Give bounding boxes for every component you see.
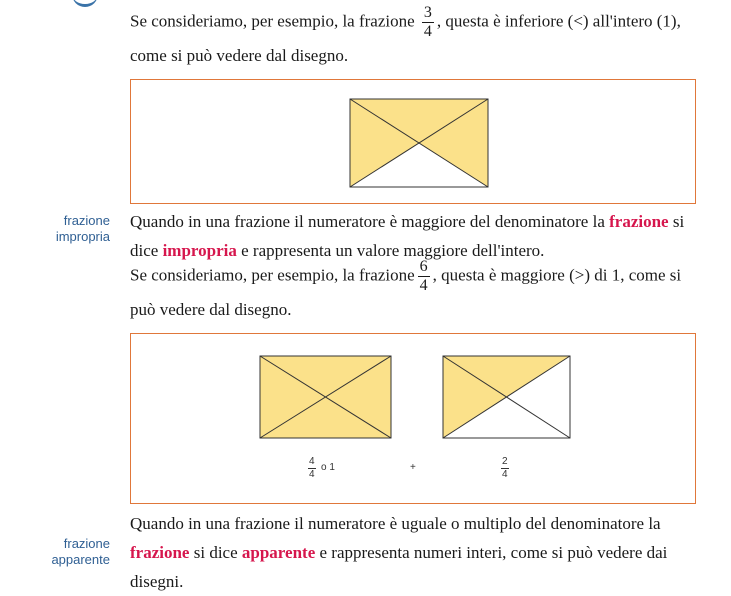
highlight-impropria: impropria <box>162 241 237 260</box>
rectangle-half <box>442 355 571 439</box>
figure-box-proper <box>130 79 696 204</box>
rectangle-three-quarters <box>349 98 489 188</box>
text-segment: Se consideriamo, per esempio, la frazione <box>130 265 415 285</box>
text-segment: , questa è inferiore (<) all'intero (1), come si può vedere dal disegno. <box>130 11 681 65</box>
paragraph-improper-definition <box>130 207 700 265</box>
fraction-numerator: 3 <box>423 4 432 21</box>
side-label-line: frazione <box>63 213 110 228</box>
highlight-frazione: frazione <box>130 543 190 562</box>
fraction-numerator: 2 <box>502 456 508 467</box>
side-label-line: frazione <box>63 536 110 551</box>
corner-decoration <box>72 0 98 7</box>
paragraph-apparent-definition <box>130 509 700 596</box>
text-segment: Quando in una frazione il numeratore è maggiore del denominatore la <box>130 212 605 231</box>
side-label-impropria <box>8 213 110 245</box>
paragraph-proper-fraction <box>130 4 700 70</box>
text-segment: si dice <box>130 212 685 260</box>
fraction-denominator: 4 <box>502 469 508 480</box>
fraction-denominator: 4 <box>419 277 428 294</box>
figure-box-improper <box>130 333 696 504</box>
fraction-numerator: 4 <box>309 456 315 467</box>
side-label-line: impropria <box>55 229 110 244</box>
paragraph-improper-example <box>130 258 700 324</box>
small-fraction-4-4 <box>308 456 316 481</box>
side-label-apparente <box>8 536 110 568</box>
text-segment: Quando in una frazione il numeratore è uguale o multiplo del denominatore la <box>130 514 661 533</box>
text-segment: si dice <box>193 543 238 562</box>
text-segment: Se consideriamo, per esempio, la frazione <box>130 11 415 31</box>
text-segment: e rappresenta numeri interi, come si può vedere dai disegni. <box>130 543 668 591</box>
plus-sign: + <box>410 462 416 473</box>
text-segment: e rappresenta un valore maggiore dell'intero. <box>241 241 545 260</box>
small-fraction-2-4 <box>501 456 509 481</box>
fraction-3-4 <box>422 4 434 41</box>
fraction-denominator: 4 <box>423 23 432 40</box>
equals-one-text: o 1 <box>321 462 335 473</box>
rectangle-whole <box>259 355 392 439</box>
fraction-numerator: 6 <box>419 258 428 275</box>
text-segment: , questa è maggiore (>) di 1, come si può vedere dal disegno. <box>130 265 682 319</box>
highlight-frazione: frazione <box>609 212 669 231</box>
highlight-apparente: apparente <box>241 543 316 562</box>
fraction-denominator: 4 <box>309 469 315 480</box>
fraction-6-4 <box>418 258 430 295</box>
side-label-line: apparente <box>51 552 110 567</box>
